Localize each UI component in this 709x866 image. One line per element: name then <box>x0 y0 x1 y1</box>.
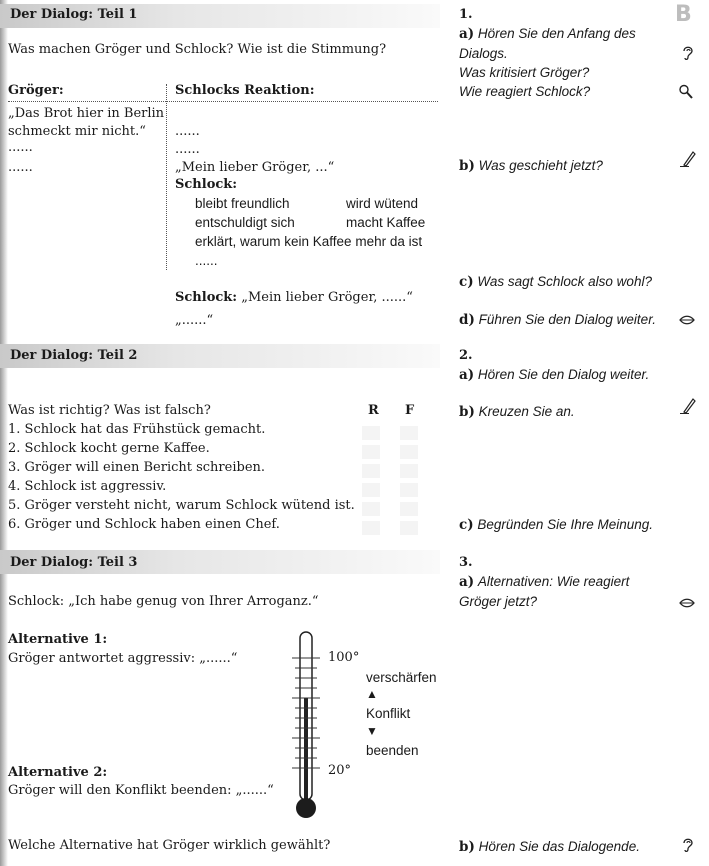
checkbox-f-3[interactable] <box>400 464 418 478</box>
thermo-top-label: 100° <box>328 650 360 665</box>
option-bleibt-freundlich: bleibt freundlich <box>195 196 290 211</box>
task1-a-label: a) <box>459 26 475 42</box>
checkbox-f-5[interactable] <box>400 502 418 516</box>
task3-a-line1: Alternativen: Wie reagiert <box>477 574 630 589</box>
option-wird-wuetend: wird wütend <box>346 196 419 211</box>
task3-number: 3. <box>459 555 473 570</box>
schlock-dots-1: ...... <box>175 124 200 139</box>
table-header-rule <box>8 101 438 102</box>
section-title-3: Der Dialog: Teil 3 <box>10 555 138 570</box>
option-dots: ...... <box>195 253 218 268</box>
task3-a <box>459 572 629 611</box>
section-title-1: Der Dialog: Teil 1 <box>10 7 138 22</box>
groeger-line-1: „Das Brot hier in Berlin <box>8 106 165 121</box>
checkbox-r-5[interactable] <box>362 502 380 516</box>
groeger-line-2: schmeckt mir nicht.“ <box>8 124 146 139</box>
option-entschuldigt-sich: entschuldigt sich <box>195 215 295 230</box>
task2-a-text: Hören Sie den Dialog weiter. <box>477 367 650 382</box>
thermometer-icon <box>286 628 326 824</box>
schlock-dots-2: ...... <box>175 142 200 157</box>
corner-letter: B <box>675 2 692 27</box>
task1-c <box>459 272 652 292</box>
checkbox-f-2[interactable] <box>400 445 418 459</box>
alt2-text: Gröger will den Konflikt beenden: „......“ <box>8 783 274 798</box>
task2-number: 2. <box>459 348 473 363</box>
magnifier-icon <box>677 83 695 101</box>
task1-a-line2: Dialogs. <box>459 46 508 61</box>
task1-b <box>459 156 603 176</box>
option-erklaert: erklärt, warum kein Kaffee mehr da ist <box>195 234 423 249</box>
task2-c-label: c) <box>459 517 474 533</box>
task2-b <box>459 402 575 422</box>
task1-a-line3: Was kritisiert Gröger? <box>459 65 590 80</box>
groeger-dots-2: ...... <box>8 160 33 175</box>
ear-icon <box>679 44 697 62</box>
checkbox-r-1[interactable] <box>362 426 380 440</box>
task1-c-label: c) <box>459 274 474 290</box>
alt1-title: Alternative 1: <box>8 632 108 647</box>
col-header-schlock: Schlocks Reaktion: <box>175 83 315 98</box>
final-schlock-label: Schlock: <box>175 290 238 305</box>
statement-text: 5. Gröger versteht nicht, warum Schlock wütend ist. <box>8 498 355 513</box>
column-falsch: F <box>405 403 415 418</box>
task3-b-label: b) <box>459 839 475 855</box>
task3-a-line2: Gröger jetzt? <box>459 594 538 609</box>
task2-b-label: b) <box>459 404 475 420</box>
task1-number: 1. <box>459 7 473 22</box>
schlock-quote: „Mein lieber Gröger, ...“ <box>175 160 335 175</box>
checkbox-f-1[interactable] <box>400 426 418 440</box>
column-richtig: R <box>368 403 379 418</box>
arrow-down-icon: ▼ <box>366 724 378 738</box>
task1-b-label: b) <box>459 158 475 174</box>
checkbox-r-3[interactable] <box>362 464 380 478</box>
scale-konflikt: Konflikt <box>366 706 411 721</box>
checkbox-r-4[interactable] <box>362 483 380 497</box>
final-question: Welche Alternative hat Gröger wirklich gewählt? <box>8 838 331 853</box>
task1-a-line4: Wie reagiert Schlock? <box>459 84 591 99</box>
task1-d-label: d) <box>459 312 475 328</box>
checkbox-r-6[interactable] <box>362 521 380 535</box>
task1-c-text: Was sagt Schlock also wohl? <box>477 274 652 289</box>
part3-quote-speaker: Schlock: <box>8 594 65 609</box>
pen-icon <box>679 150 697 168</box>
alt2-title: Alternative 2: <box>8 765 108 780</box>
final-schlock-line <box>175 290 413 305</box>
final-dots: „......“ <box>175 313 214 328</box>
option-macht-kaffee: macht Kaffee <box>346 215 426 230</box>
alt1-text: Gröger antwortet aggressiv: „......“ <box>8 651 238 666</box>
task1-a-line1: Hören Sie den Anfang des <box>477 26 636 41</box>
checkbox-f-6[interactable] <box>400 521 418 535</box>
task1-d-text: Führen Sie den Dialog weiter. <box>478 312 656 327</box>
scale-verschaerfen: verschärfen <box>366 670 437 685</box>
mouth-icon <box>678 594 696 612</box>
thermo-bottom-label: 20° <box>328 763 352 778</box>
task2-c-text: Begründen Sie Ihre Meinung. <box>477 517 653 532</box>
task2-a <box>459 365 649 385</box>
task3-b-text: Hören Sie das Dialogende. <box>478 839 640 854</box>
statement-text: 1. Schlock hat das Frühstück gemacht. <box>8 422 266 437</box>
statement-text: 2. Schlock kocht gerne Kaffee. <box>8 441 210 456</box>
section-title-2: Der Dialog: Teil 2 <box>10 348 138 363</box>
mouth-icon <box>678 311 696 329</box>
checkbox-r-2[interactable] <box>362 445 380 459</box>
task2-a-label: a) <box>459 367 475 383</box>
task1-a <box>459 24 669 101</box>
col-header-groeger: Gröger: <box>8 83 64 98</box>
part3-quote <box>8 594 319 609</box>
part1-question: Was machen Gröger und Schlock? Wie ist die Stimmung? <box>8 42 387 57</box>
checkbox-f-4[interactable] <box>400 483 418 497</box>
task1-d <box>459 310 656 330</box>
schlock-label: Schlock: <box>175 177 238 192</box>
part3-quote-text: „Ich habe genug von Ihrer Arroganz.“ <box>68 594 319 609</box>
task3-a-label: a) <box>459 574 475 590</box>
ear-icon <box>679 836 697 854</box>
task1-b-text: Was geschieht jetzt? <box>478 158 603 173</box>
task2-c <box>459 515 653 535</box>
scale-beenden: beenden <box>366 743 419 758</box>
groeger-dots-1: ...... <box>8 140 33 155</box>
final-schlock-quote: „Mein lieber Gröger, ......“ <box>241 290 413 305</box>
statement-text: 4. Schlock ist aggressiv. <box>8 479 167 494</box>
table-column-divider <box>166 84 167 270</box>
statement-text: 6. Gröger und Schlock haben einen Chef. <box>8 517 280 532</box>
statement-text: 3. Gröger will einen Bericht schreiben. <box>8 460 266 475</box>
pen-icon <box>679 397 697 415</box>
part2-question: Was ist richtig? Was ist falsch? <box>8 403 211 418</box>
page-edge-shadow <box>0 0 8 866</box>
arrow-up-icon: ▲ <box>366 687 378 701</box>
task3-b <box>459 837 640 857</box>
task2-b-text: Kreuzen Sie an. <box>478 404 575 419</box>
answer-grid <box>362 424 422 538</box>
